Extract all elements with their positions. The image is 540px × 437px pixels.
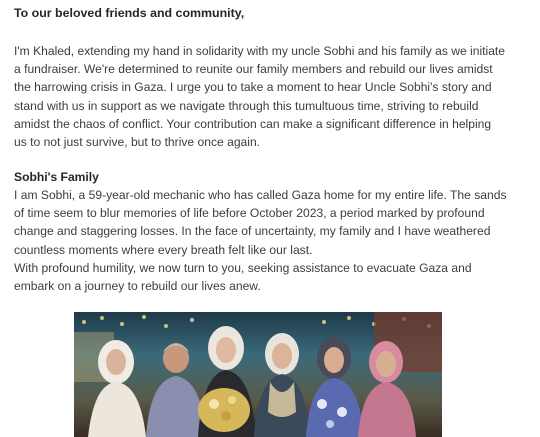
intro-line: the harrowing crisis in Gaza. I urge you to take a moment to hear Uncle Sobhi's story and xyxy=(14,80,492,95)
story-line: With profound humility, we now turn to you, seeking assistance to evacuate Gaza and xyxy=(14,260,472,275)
intro-paragraph xyxy=(14,42,505,151)
intro-line: a fundraiser. We're determined to reunite our family members and rebuild our lives amidst xyxy=(14,62,493,77)
intro-line: I'm Khaled, extending my hand in solidarity with my uncle Sobhi and his family as we initiate xyxy=(14,44,506,58)
story-line: embark on a journey to rebuild our lives anew. xyxy=(14,279,261,294)
story-line: of time seem to blur memories of life before October 2023, a period marked by profound xyxy=(14,206,485,221)
story-line: I am Sobhi, a 59-year-old mechanic who has called Gaza home for my entire life. The sands xyxy=(14,188,507,202)
story-line: countless moments where every breath felt like our last. xyxy=(14,242,313,257)
intro-line: us to not just survive, but to thrive once again. xyxy=(14,135,261,150)
story-paragraph xyxy=(14,186,507,295)
story-line: change and staggering losses. In the face of uncertainty, my family and I have weathered xyxy=(14,224,491,239)
family-photo xyxy=(74,312,442,437)
family-photo-illustration xyxy=(74,312,442,437)
section-title: Sobhi's Family xyxy=(14,170,99,184)
intro-line: amidst the chaos of conflict. Your contribution can make a significant difference in helping xyxy=(14,116,492,131)
salutation: To our beloved friends and community, xyxy=(14,6,245,20)
intro-line: stand with us in support as we navigate through this tumultuous time, striving to rebuild xyxy=(14,98,479,113)
